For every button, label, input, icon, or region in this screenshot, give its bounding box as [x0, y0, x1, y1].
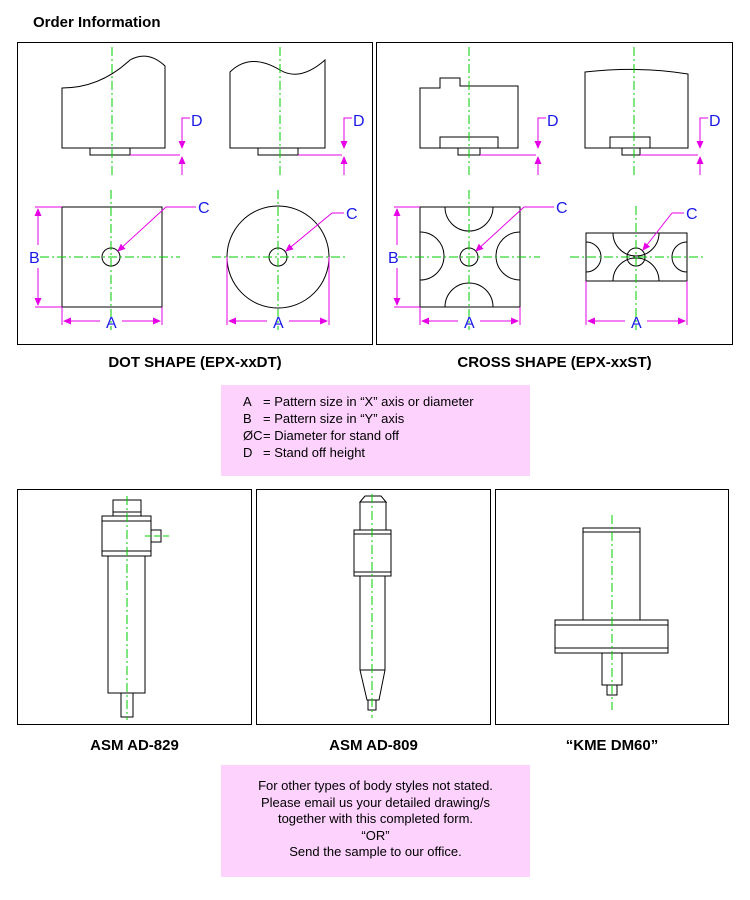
- note-line: Send the sample to our office.: [289, 844, 462, 859]
- cross-top-view-square: [394, 190, 554, 330]
- dim-label-a-2: A: [273, 315, 284, 332]
- legend-text: = Diameter for stand off: [263, 428, 399, 443]
- cross-side-view-2: [585, 47, 708, 178]
- dot-top-view-square: [35, 190, 196, 330]
- legend-key: A: [243, 394, 252, 409]
- legend-row: [243, 410, 530, 427]
- cross-top-view-rect: [570, 206, 705, 330]
- legend-text: = Pattern size in “X” axis or diameter: [263, 394, 474, 409]
- legend-box: [221, 385, 530, 476]
- page-title: Order Information: [33, 14, 161, 31]
- kme-drawing: [555, 515, 668, 710]
- note-line: together with this completed form.: [277, 811, 474, 826]
- note-line: For other types of body styles not stated.: [258, 778, 493, 793]
- dot-side-view-2: [230, 47, 352, 178]
- legend-row: [243, 427, 530, 444]
- asm-809-drawing: [354, 494, 391, 718]
- asm-829-drawing: [102, 496, 172, 720]
- note-box: [221, 765, 530, 877]
- dot-top-view-circle: [212, 190, 345, 330]
- dim-label-b-2: B: [388, 250, 399, 267]
- legend-key: ØC: [243, 428, 263, 443]
- dim-label-c-4: C: [686, 206, 698, 223]
- note-line: Please email us your detailed drawing/s: [260, 794, 491, 810]
- dim-label-d-3: D: [547, 113, 559, 130]
- dim-label-d-1: D: [191, 113, 203, 130]
- dim-label-d-2: D: [353, 113, 365, 130]
- legend-text: = Pattern size in “Y” axis: [263, 411, 405, 426]
- dim-label-a-4: A: [631, 315, 642, 332]
- legend-key: D: [243, 445, 253, 460]
- dim-label-a-1: A: [106, 315, 117, 332]
- dim-label-a-3: A: [464, 315, 475, 332]
- caption-asm-809: ASM AD-809: [329, 737, 418, 754]
- caption-cross-shape: CROSS SHAPE (EPX-xxST): [457, 354, 652, 371]
- note-line: “OR”: [361, 827, 390, 843]
- legend-text: = Stand off height: [263, 445, 366, 460]
- dim-label-c-2: C: [346, 206, 358, 223]
- caption-kme: “KME DM60”: [565, 737, 659, 754]
- dim-label-d-4: D: [709, 113, 721, 130]
- dim-label-c-1: C: [198, 200, 210, 217]
- caption-asm-829: ASM AD-829: [90, 737, 179, 754]
- dim-label-c-3: C: [556, 200, 568, 217]
- caption-dot-shape: DOT SHAPE (EPX-xxDT): [108, 354, 282, 371]
- dot-side-view-1: [62, 47, 190, 178]
- dim-label-b-1: B: [29, 250, 40, 267]
- legend-key: B: [243, 411, 252, 426]
- legend-row: [243, 393, 530, 410]
- cross-side-view-1: [420, 47, 546, 178]
- legend-row: [243, 444, 530, 461]
